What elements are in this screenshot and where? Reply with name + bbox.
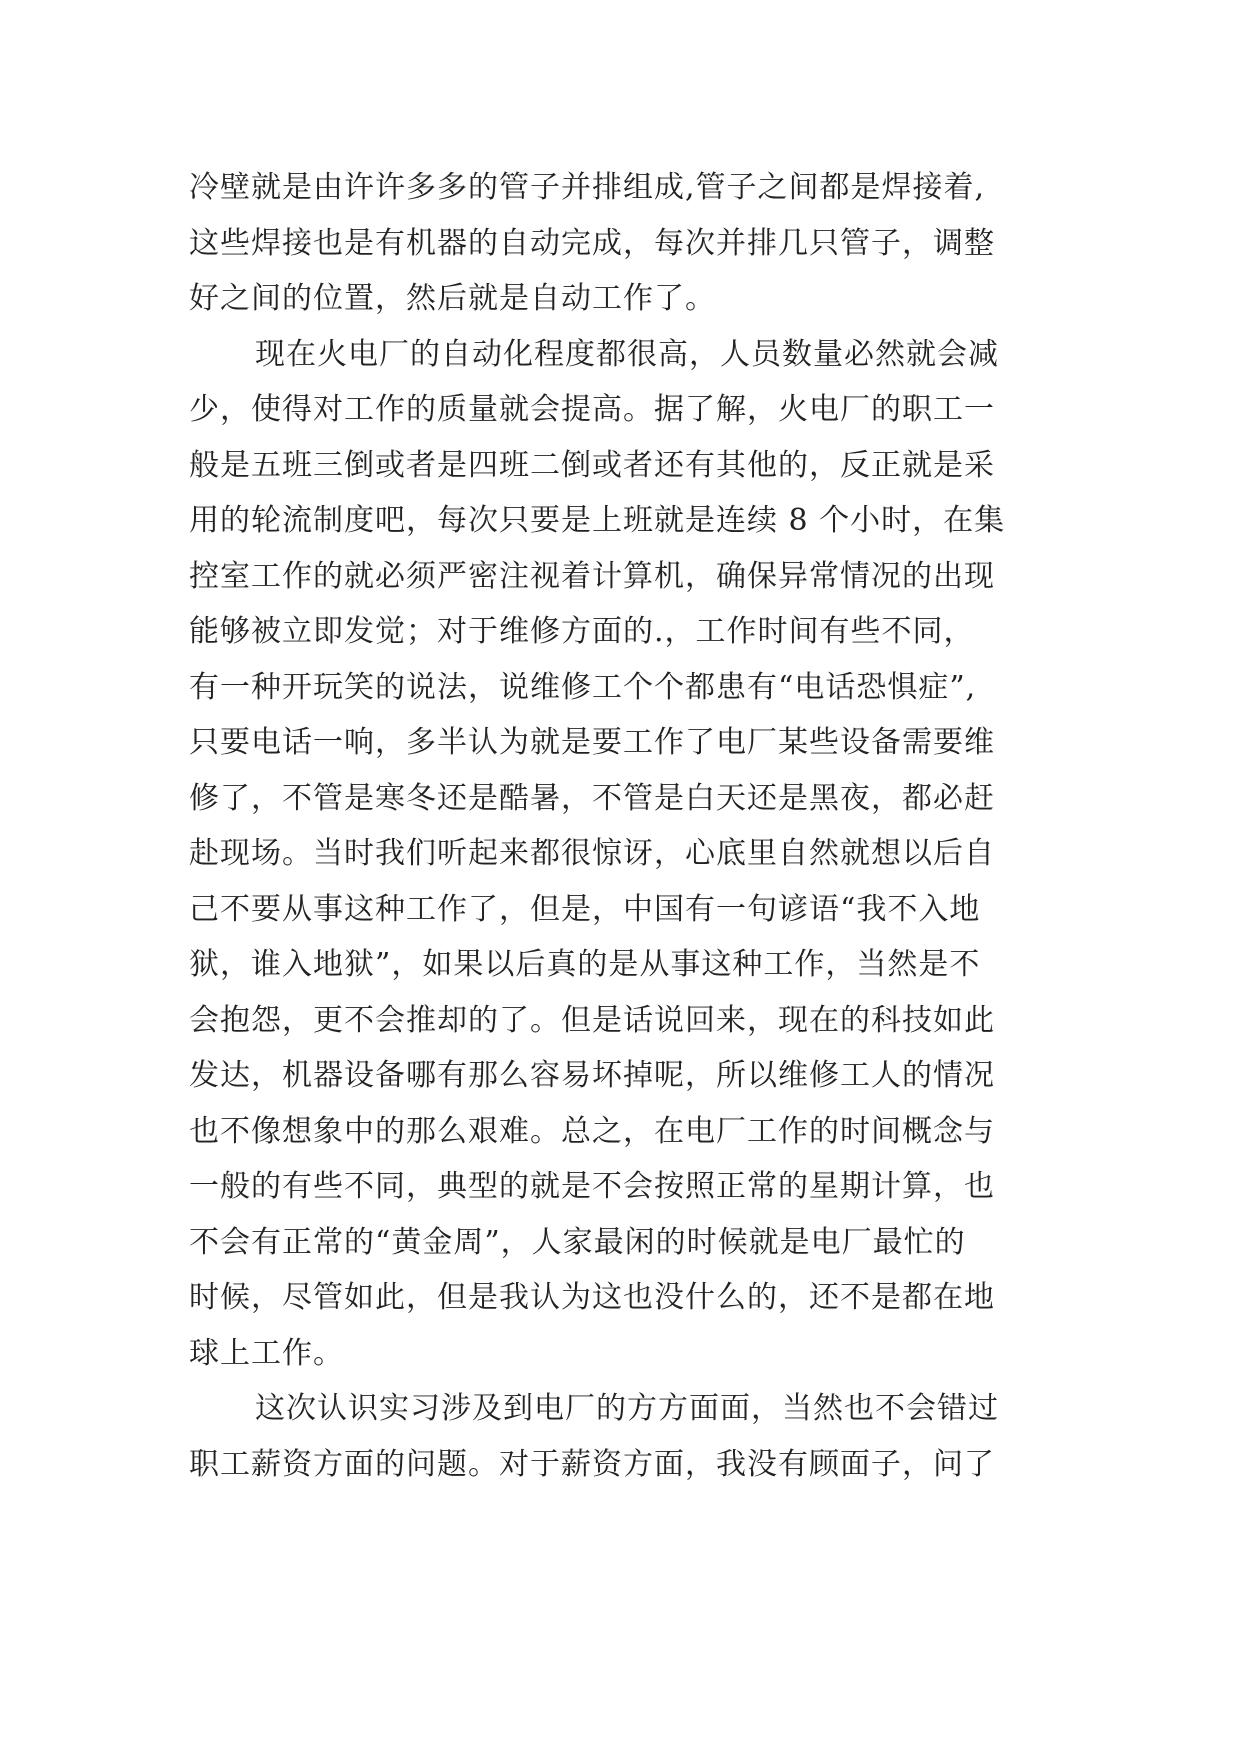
text-line: 少，使得对工作的质量就会提高。据了解，火电厂的职工一 xyxy=(189,392,995,427)
text-line: 不会有正常的“黄金周”，人家最闲的时候就是电厂最忙的 xyxy=(189,1224,966,1260)
text-line: 会抱怨，更不会推却的了。但是话说回来，现在的科技如此 xyxy=(189,1002,995,1038)
text-line: 己不要从事这种工作了，但是，中国有一句谚语“我不入地 xyxy=(189,891,981,927)
paragraph-first-line: 这次认识实习涉及到电厂的方方面面，当然也不会错过 xyxy=(255,1391,999,1426)
paragraph-first-line: 现在火电厂的自动化程度都很高，人员数量必然就会减 xyxy=(255,336,999,372)
text-line: 职工薪资方面的问题。对于薪资方面，我没有顾面子，问了 xyxy=(189,1446,995,1482)
text-line: 好之间的位置，然后就是自动工作了。 xyxy=(189,281,716,316)
text-line: 时候，尽管如此，但是我认为这也没什么的，还不是都在地 xyxy=(189,1280,995,1315)
text-line: 这些焊接也是有机器的自动完成，每次并排几只管子，调整 xyxy=(189,225,995,261)
text-line: 般是五班三倒或者是四班二倒或者还有其他的，反正就是采 xyxy=(189,447,995,483)
text-line: 用的轮流制度吧，每次只要是上班就是连续 8 个小时，在集 xyxy=(189,503,1006,538)
text-line: 只要电话一响，多半认为就是要工作了电厂某些设备需要维 xyxy=(189,725,995,760)
text-line: 发达，机器设备哪有那么容易坏掉呢，所以维修工人的情况 xyxy=(189,1058,995,1093)
text-line: 赴现场。当时我们听起来都很惊讶，心底里自然就想以后自 xyxy=(189,836,995,871)
text-line: 能够被立即发觉；对于维修方面的.，工作时间有些不同， xyxy=(189,614,975,649)
text-line: 狱，谁入地狱”，如果以后真的是从事这种工作，当然是不 xyxy=(189,947,981,982)
text-line: 控室工作的就必须严密注视着计算机，确保异常情况的出现 xyxy=(189,558,995,594)
text-line: 有一种开玩笑的说法，说维修工个个都患有“电话恐惧症”, xyxy=(189,669,977,705)
text-line: 一般的有些不同，典型的就是不会按照正常的星期计算，也 xyxy=(189,1169,995,1204)
text-line: 修了，不管是寒冬还是酷暑，不管是白天还是黑夜，都必赶 xyxy=(189,780,995,816)
text-line: 冷壁就是由许许多多的管子并排组成,管子之间都是焊接着, xyxy=(189,170,986,205)
text-line: 也不像想象中的那么艰难。总之，在电厂工作的时间概念与 xyxy=(189,1113,995,1149)
body-text xyxy=(189,160,1089,1492)
text-line: 球上工作。 xyxy=(189,1335,344,1371)
